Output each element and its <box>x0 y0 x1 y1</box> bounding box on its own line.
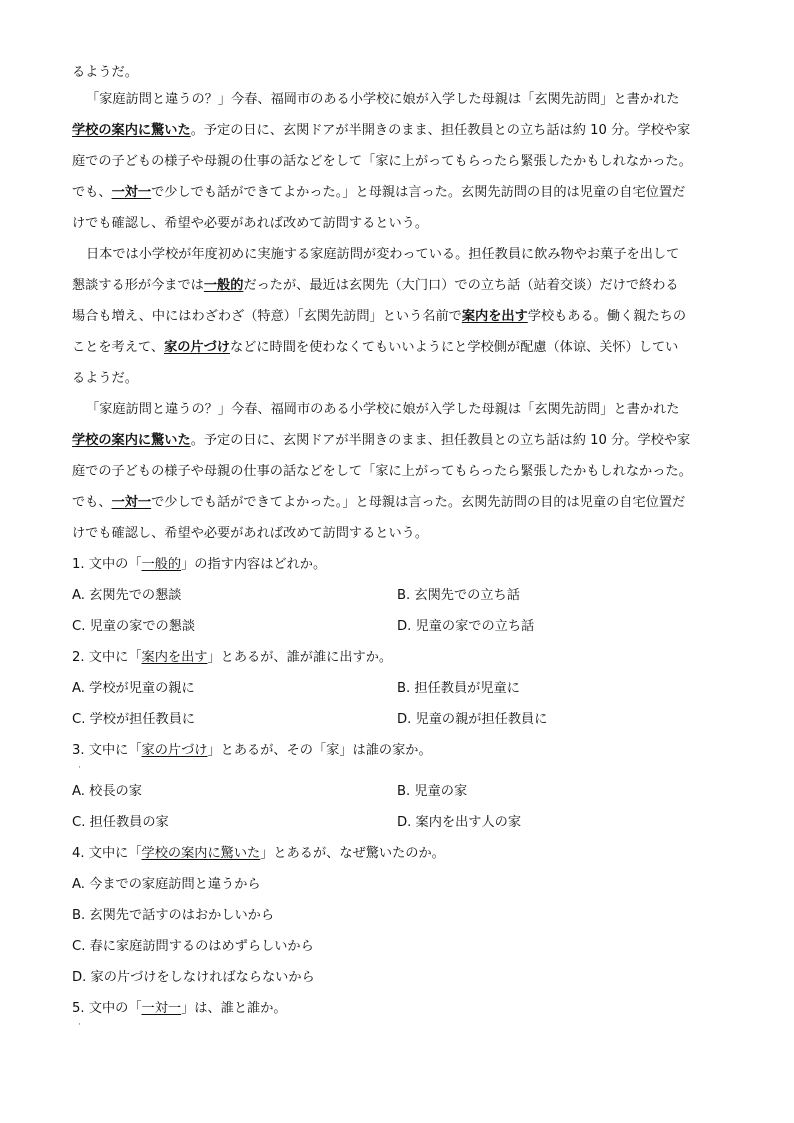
passage-line: 庭での子どもの様子や母親の仕事の話などをして「家に上がってもらったら緊張したかもしれなかった。 <box>72 154 692 169</box>
q1-option-a[interactable]: A. 玄関先での懇談 <box>72 588 182 603</box>
q4-option-a[interactable]: A. 今までの家庭訪問と違うから <box>72 877 261 892</box>
underlined-phrase: 一対一 <box>111 495 152 510</box>
q3-option-c[interactable]: C. 担任教員の家 <box>72 815 169 830</box>
passage-line: 「家庭訪問と違うの？」今春、福岡市のある小学校に娘が入学した母親は「玄関先訪問」と書かれた <box>86 92 680 107</box>
underlined-phrase: 一対一 <box>111 185 152 200</box>
underlined-phrase: 一対一 <box>141 1001 182 1016</box>
underlined-phrase: 一般的 <box>203 278 244 293</box>
q2-option-b[interactable]: B. 担任教員が児童に <box>397 681 520 696</box>
underlined-phrase: 案内を出す <box>461 309 528 324</box>
underlined-phrase: 学校の案内に驚いた <box>141 846 261 861</box>
q3-option-b[interactable]: B. 児童の家 <box>397 784 468 799</box>
question-3: 3. 文中に「家の片づけ」とあるが、その「家」は誰の家か。 <box>72 743 432 758</box>
underlined-phrase: 案内を出す <box>141 650 208 665</box>
passage-line: ことを考えて、家の片づけなどに時間を使わなくてもいいようにと学校側が配慮（体谅、关怀）してい <box>72 340 679 355</box>
stray-dot: · <box>78 1020 81 1030</box>
passage-line: でも、一対一で少しでも話ができてよかった。」と母親は言った。玄関先訪問の目的は児童の自宅位置だ <box>72 185 686 200</box>
underlined-phrase: 家の片づけ <box>164 340 230 355</box>
passage-line: でも、一対一で少しでも話ができてよかった。」と母親は言った。玄関先訪問の目的は児童の自宅位置だ <box>72 495 686 510</box>
q4-option-c[interactable]: C. 春に家庭訪問するのはめずらしいから <box>72 939 314 954</box>
underlined-phrase: 一般的 <box>141 557 182 572</box>
passage-line: 日本では小学校が年度初めに実施する家庭訪問が変わっている。担任教員に飲み物やお菓子を出して <box>86 247 680 262</box>
passage-line: けでも確認し、希望や必要があれば改めて訪問するという。 <box>72 216 429 231</box>
q1-option-d[interactable]: D. 児童の家での立ち話 <box>397 619 535 634</box>
question-1: 1. 文中の「一般的」の指す内容はどれか。 <box>72 557 327 572</box>
q3-option-a[interactable]: A. 校長の家 <box>72 784 142 799</box>
question-5: 5. 文中の「一対一」は、誰と誰か。 <box>72 1001 287 1016</box>
passage-line: 懇談する形が今までは一般的だったが、最近は玄関先（大门口）での立ち話（站着交谈）だけで終わる <box>72 278 679 293</box>
passage-line: るようだ。 <box>72 65 138 80</box>
passage-line: けでも確認し、希望や必要があれば改めて訪問するという。 <box>72 526 429 541</box>
q1-option-b[interactable]: B. 玄関先での立ち話 <box>397 588 520 603</box>
q2-option-d[interactable]: D. 児童の親が担任教員に <box>397 712 548 727</box>
q1-option-c[interactable]: C. 児童の家での懇談 <box>72 619 196 634</box>
passage-line: 「家庭訪問と違うの？」今春、福岡市のある小学校に娘が入学した母親は「玄関先訪問」と書かれた <box>86 402 680 417</box>
underlined-phrase: 学校の案内に驚いた <box>72 433 191 448</box>
passage-line: 学校の案内に驚いた。予定の日に、玄関ドアが半開きのまま、担任教員との立ち話は約 10 分。学校や家 <box>72 433 691 448</box>
underlined-phrase: 学校の案内に驚いた <box>72 123 191 138</box>
q2-option-a[interactable]: A. 学校が児童の親に <box>72 681 195 696</box>
q3-option-d[interactable]: D. 案内を出す人の家 <box>397 815 522 830</box>
stray-dot: · <box>78 763 81 773</box>
passage-line: 庭での子どもの様子や母親の仕事の話などをして「家に上がってもらったら緊張したかもしれなかった。 <box>72 464 692 479</box>
passage-line: るようだ。 <box>72 371 138 386</box>
q4-option-b[interactable]: B. 玄関先で話すのはおかしいから <box>72 908 275 923</box>
question-2: 2. 文中に「案内を出す」とあるが、誰が誰に出すか。 <box>72 650 393 665</box>
question-4: 4. 文中に「学校の案内に驚いた」とあるが、なぜ驚いたのか。 <box>72 846 445 861</box>
passage-line: 場合も増え、中にはわざわざ（特意）「玄関先訪問」という名前で案内を出す学校もある。働く親たちの <box>72 309 687 324</box>
underlined-phrase: 家の片づけ <box>141 743 208 758</box>
passage-line: 学校の案内に驚いた。予定の日に、玄関ドアが半開きのまま、担任教員との立ち話は約 10 分。学校や家 <box>72 123 691 138</box>
q4-option-d[interactable]: D. 家の片づけをしなければならないから <box>72 970 315 985</box>
q2-option-c[interactable]: C. 学校が担任教員に <box>72 712 196 727</box>
